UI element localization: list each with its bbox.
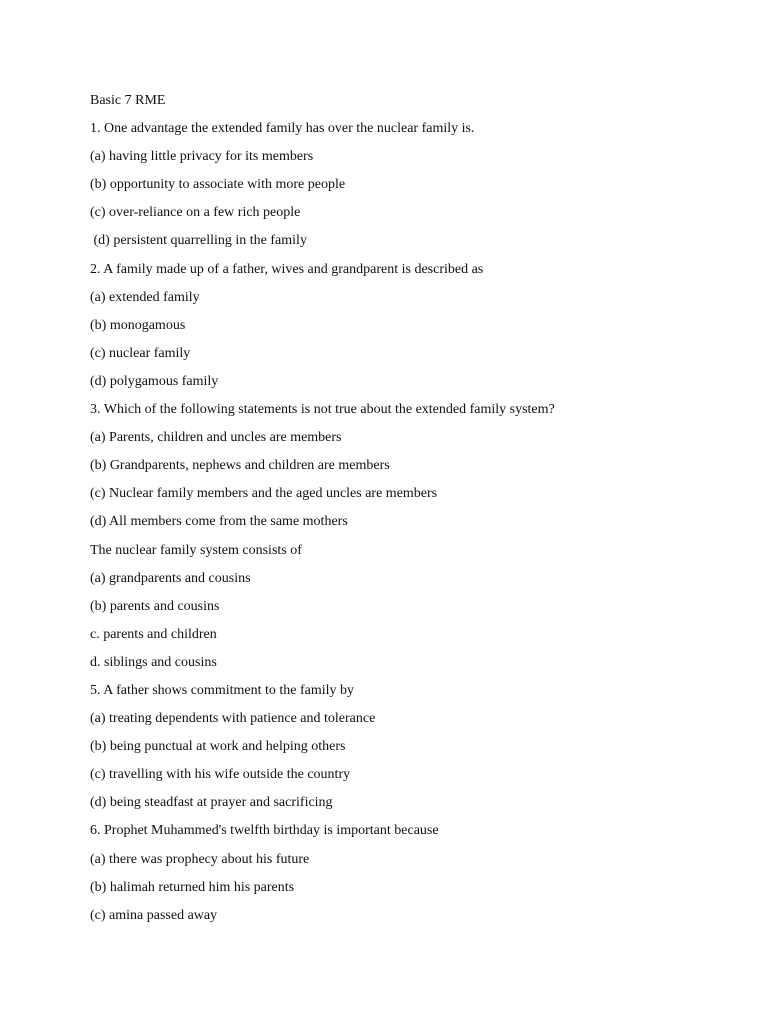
- question-3-option-c: (c) Nuclear family members and the aged uncles are members: [90, 486, 438, 502]
- question-2: 2. A family made up of a father, wives and grandparent is described as: [90, 261, 484, 277]
- question-1-option-d: (d) persistent quarrelling in the family: [90, 233, 307, 249]
- question-1: 1. One advantage the extended family has over the nuclear family is.: [90, 121, 475, 137]
- question-6-option-c: (c) amina passed away: [90, 907, 218, 923]
- question-6-option-a: (a) there was prophecy about his future: [90, 851, 310, 867]
- question-2-option-d: (d) polygamous family: [90, 373, 219, 389]
- question-1-option-c: (c) over-reliance on a few rich people: [90, 205, 301, 221]
- question-2-option-b: (b) monogamous: [90, 317, 186, 333]
- question-5-option-d: (d) being steadfast at prayer and sacrificing: [90, 795, 333, 811]
- document-body: [90, 87, 690, 930]
- question-6: 6. Prophet Muhammed's twelfth birthday is important because: [90, 823, 439, 839]
- question-3-option-d: (d) All members come from the same mothers: [90, 514, 348, 530]
- question-2-option-c: (c) nuclear family: [90, 345, 191, 361]
- question-4: The nuclear family system consists of: [90, 542, 302, 558]
- question-4-option-c: c. parents and children: [90, 626, 217, 642]
- question-3: 3. Which of the following statements is not true about the extended family system?: [90, 402, 555, 418]
- question-4-option-a: (a) grandparents and cousins: [90, 570, 251, 586]
- question-3-option-a: (a) Parents, children and uncles are members: [90, 430, 342, 446]
- question-2-option-a: (a) extended family: [90, 289, 200, 305]
- question-4-option-b: (b) parents and cousins: [90, 598, 220, 614]
- document-heading: Basic 7 RME: [90, 93, 166, 108]
- question-5-option-b: (b) being punctual at work and helping others: [90, 739, 346, 755]
- question-3-option-b: (b) Grandparents, nephews and children are members: [90, 458, 390, 474]
- question-5-option-c: (c) travelling with his wife outside the country: [90, 767, 351, 783]
- question-1-option-b: (b) opportunity to associate with more people: [90, 177, 346, 193]
- question-5-option-a: (a) treating dependents with patience and tolerance: [90, 711, 376, 727]
- question-6-option-b: (b) halimah returned him his parents: [90, 879, 295, 895]
- question-1-option-a: (a) having little privacy for its members: [90, 149, 314, 165]
- question-5: 5. A father shows commitment to the family by: [90, 682, 355, 698]
- question-4-option-d: d. siblings and cousins: [90, 654, 217, 670]
